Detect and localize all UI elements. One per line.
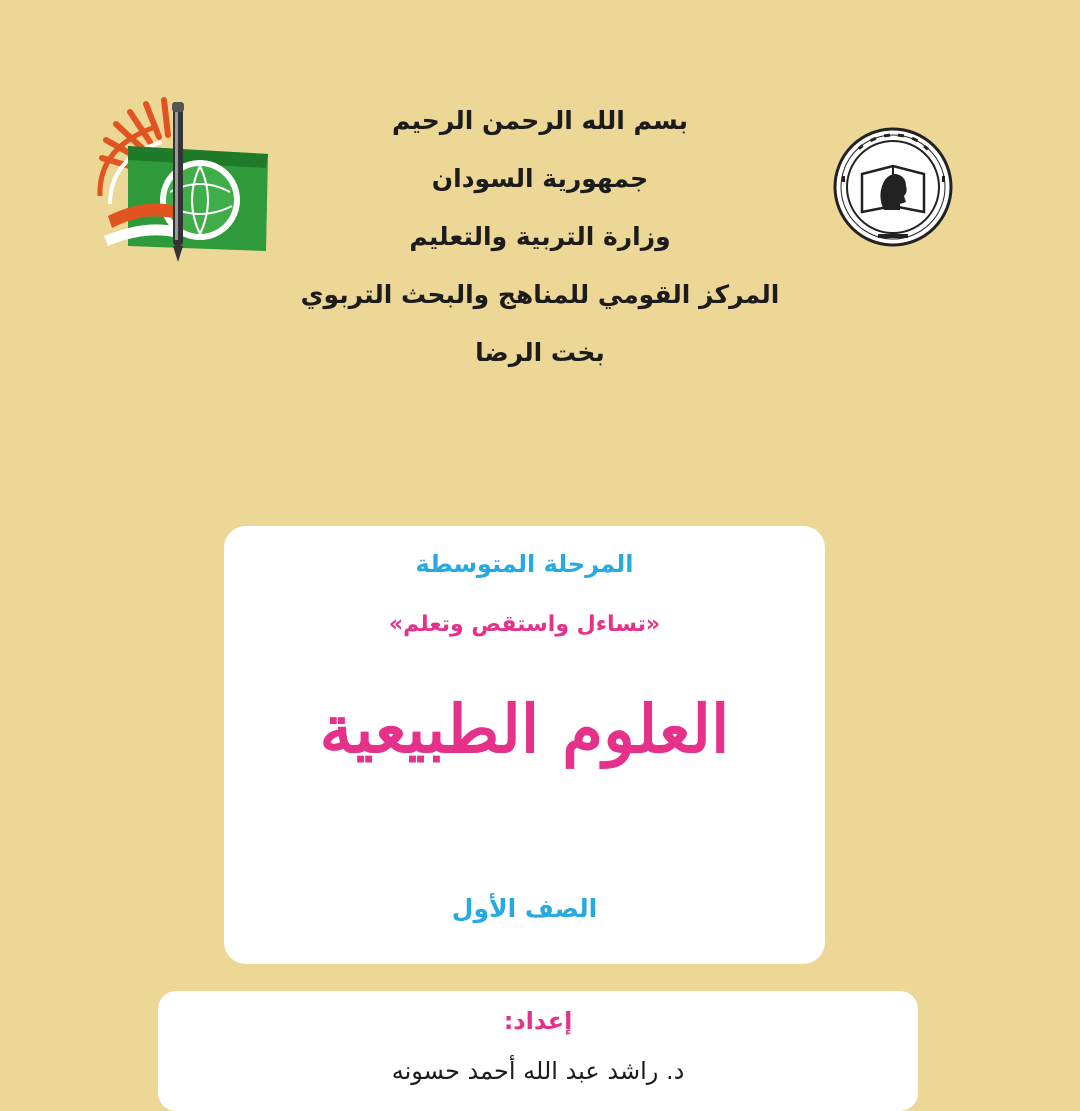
preparation-label: إعداد: (503, 1007, 573, 1035)
header-lines (240, 92, 840, 382)
ministry-line: وزارة التربية والتعليم (409, 222, 671, 251)
national-curriculum-centre-seal-icon (822, 126, 972, 252)
grade-label: الصف الأول (451, 894, 598, 923)
country-line: جمهورية السودان (431, 164, 649, 193)
author-name: د. راشد عبد الله أحمد حسونه (391, 1057, 685, 1085)
subject-title: العلوم الطبيعية (319, 690, 730, 768)
basmala-line: بسم الله الرحمن الرحيم (392, 106, 688, 135)
preparation-card (158, 991, 918, 1111)
centre-line: المركز القومي للمناهج والبحث التربوي (300, 280, 780, 309)
stage-label: المرحلة المتوسطة (415, 550, 634, 578)
location-line: بخت الرضا (475, 338, 605, 367)
series-slogan: «تساءل واستقص وتعلم» (388, 612, 661, 637)
title-card (224, 526, 825, 964)
